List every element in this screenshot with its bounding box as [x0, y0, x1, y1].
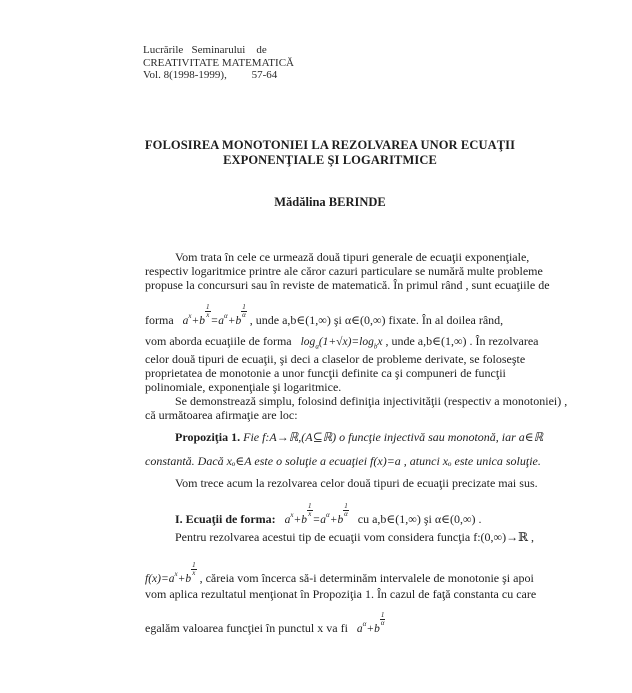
author: Mădălina BERINDE — [274, 195, 386, 209]
title-line-2: EXPONENŢIALE ŞI LOGARITMICE — [223, 153, 437, 167]
paragraph-line: Se demonstrează simplu, folosind definiţia injectivităţii (respectiv a monotoniei) , — [175, 394, 568, 408]
formula-constant: $a^\alpha+b$ $\frac{1}{\alpha}$ — [356, 611, 385, 635]
formula-exp-1: $a^x+b$ $\frac{1}{x}$ $=a^\alpha+b$ $\frac{1}{\alpha}$ — [182, 303, 246, 327]
proposition-line — [175, 430, 543, 444]
text-conditions-2: , unde a,b∈(1,∞) . În rezolvarea — [385, 334, 539, 348]
text-vom-aborda: vom aborda ecuaţiile de forma — [145, 334, 292, 348]
formula-function: $f(x)=a^x+b$ $\frac{1}{x}$ — [145, 561, 196, 585]
formula-base: a — [182, 315, 189, 327]
proposition-line: constantă. Dacă xₒ∈A este o soluţie a ecuaţiei f(x)=a , atunci xₒ este unica soluţie. — [145, 454, 541, 468]
proposition-label: Propoziţia 1. — [175, 430, 241, 444]
paragraph-line: Pentru rezolvarea acestui tip de ecuaţii vom considera funcţia f:(0,∞)→ℝ , — [175, 530, 535, 544]
paragraph-line: vom aplica rezultatul menţionat în Propoziţia 1. În cazul de faţă constanta cu care — [145, 587, 537, 601]
paragraph-line — [145, 612, 385, 636]
formula-log-label: log — [300, 336, 316, 348]
text-constanta: egalăm valoarea funcţiei în punctul x va fi — [145, 621, 348, 635]
journal-header — [143, 44, 294, 82]
paragraph-line: că următoarea afirmaţie are loc: — [145, 408, 298, 422]
title-line-1: FOLOSIREA MONOTONIEI LA REZOLVAREA UNOR ECUAŢII — [144, 138, 516, 152]
paragraph-line: Vom trata în cele ce urmează două tipuri generale de ecuaţii exponenţiale, — [175, 250, 530, 264]
section-label: I. Ecuaţii de forma: — [175, 512, 276, 526]
section-heading — [175, 503, 482, 527]
journal-volume: Vol. 8(1998-1999), 57-64 — [143, 69, 278, 81]
paper-title — [120, 138, 540, 168]
paragraph-line — [145, 304, 503, 328]
paragraph-line: respectiv logaritmice printre ale căror cazuri particulare se numără multe probleme — [145, 264, 543, 278]
journal-name: Lucrările Seminarului de — [143, 44, 267, 56]
text-monotonie: , căreia vom încerca să-i determinăm intervalele de monotonie şi apoi — [199, 571, 534, 585]
formula-log: $\log_a(1+√x)=\log_bx$ — [300, 336, 383, 351]
paragraph-line: celor două tipuri de ecuaţii, şi deci a claselor de probleme derivate, se foloseşte — [145, 352, 526, 366]
proposition-text: Fie f:A→ℝ,(A⊆ℝ) o funcţie injectivă sau monotonă, iar a∈ℝ — [243, 430, 544, 444]
section-conditions: cu a,b∈(1,∞) şi α∈(0,∞) . — [357, 512, 482, 526]
journal-subtitle: CREATIVITATE MATEMATICĂ — [143, 56, 294, 69]
formula-exp-2: $a^x+b$ $\frac{1}{x}$ $=a^\alpha+b$ $\frac{1}{\alpha}$ — [284, 502, 348, 526]
paragraph-line: Vom trece acum la rezolvarea celor două tipuri de ecuaţii precizate mai sus. — [175, 476, 538, 490]
text-conditions: , unde a,b∈(1,∞) şi α∈(0,∞) fixate. În al doilea rând, — [249, 313, 504, 327]
paragraph-line: propuse la concursuri sau în reviste de matematică. În primul rând , sunt ecuaţiile de — [145, 278, 550, 292]
paragraph-line — [145, 562, 534, 586]
text-forma: forma — [145, 313, 174, 327]
paragraph-line: polinomiale, exponenţiale şi logaritmice. — [145, 380, 342, 394]
paragraph-line — [145, 334, 539, 353]
paragraph-line: proprietatea de monotonie a unor funcţii definite ca şi compuneri de funcţii — [145, 366, 506, 380]
